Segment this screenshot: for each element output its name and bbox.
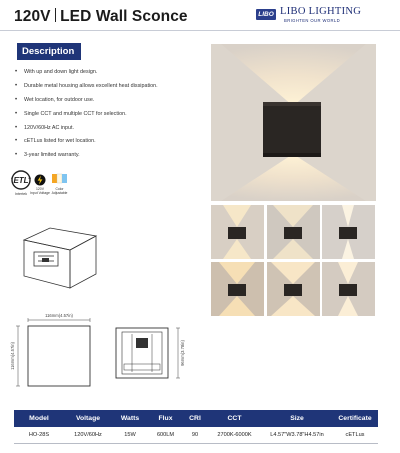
column-header-flux: Flux xyxy=(148,410,183,427)
variant-photo-6 xyxy=(322,262,375,316)
cell-model: HO-28S xyxy=(14,427,64,444)
column-header-watts: Watts xyxy=(112,410,148,427)
description-heading: Description xyxy=(17,43,81,60)
cell-voltage: 120V/60Hz xyxy=(64,427,112,444)
cell-flux: 600LM xyxy=(148,427,183,444)
etl-caption: Intertek xyxy=(15,192,27,196)
color-adjustable-icon xyxy=(52,174,68,195)
isometric-drawing xyxy=(20,226,100,292)
brand-logo-mark: LIBO xyxy=(256,9,276,20)
cct-caption-1: Color xyxy=(55,187,64,191)
variant-photo-2 xyxy=(267,205,320,259)
height-dimension-label: 116mm(4.57in) xyxy=(10,342,15,370)
brand-logo-name: LIBO LIGHTING xyxy=(280,6,362,17)
spec-table xyxy=(14,410,378,444)
cell-cct: 2700K-6000K xyxy=(207,427,262,444)
feature-item: • Wet location, for outdoor use. xyxy=(15,97,158,111)
depth-dimension-label: 96mm(3.78in) xyxy=(180,340,185,366)
feature-item: • 3-year limited warranty. xyxy=(15,152,158,166)
etl-listed-icon xyxy=(11,171,32,196)
cct-caption-2: Adjustable xyxy=(51,191,68,195)
voltage-caption-1: 120V xyxy=(36,187,44,191)
variant-photo-3 xyxy=(322,205,375,259)
cell-watts: 15W xyxy=(112,427,148,444)
feature-list xyxy=(15,69,158,166)
table-row xyxy=(14,427,378,444)
svg-text:us: us xyxy=(28,176,32,180)
title-prefix: 120V xyxy=(14,8,51,25)
brand-logo-tagline: BRIGHTEN OUR WORLD xyxy=(284,18,341,23)
column-header-voltage: Voltage xyxy=(64,410,112,427)
column-header-cri: CRI xyxy=(183,410,207,427)
column-header-model: Model xyxy=(14,410,64,427)
cell-certificate: cETLus xyxy=(332,427,378,444)
cell-cri: 90 xyxy=(183,427,207,444)
cell-size: L4.57"W3.78"H4.57in xyxy=(262,427,332,444)
variant-photo-5 xyxy=(267,262,320,316)
voltage-icon xyxy=(30,175,50,196)
side-dimension-drawing xyxy=(108,322,188,384)
hero-product-photo xyxy=(211,44,376,201)
feature-item: • Durable metal housing allows excellent heat dissipation. xyxy=(15,83,158,97)
column-header-cct: CCT xyxy=(207,410,262,427)
spec-table-header-row xyxy=(14,410,378,427)
certification-icons xyxy=(10,169,70,204)
feature-item: • cETLus listed for wet location. xyxy=(15,138,158,152)
feature-item: • With up and down light design. xyxy=(15,69,158,83)
feature-item: • Single CCT and multiple CCT for selection. xyxy=(15,111,158,125)
front-dimension-drawing xyxy=(8,312,102,390)
etl-mark: ETL xyxy=(13,176,29,185)
svg-text:c: c xyxy=(11,176,13,180)
sconce-fixture xyxy=(263,102,321,157)
column-header-certificate: Certificate xyxy=(332,410,378,427)
feature-item: • 120V/60Hz AC input. xyxy=(15,125,158,139)
width-dimension-label: 116mm(4.57in) xyxy=(45,313,73,318)
header-divider xyxy=(0,30,400,31)
page-title xyxy=(14,8,188,26)
variant-photo-1 xyxy=(211,205,264,259)
title-divider xyxy=(55,8,57,22)
column-header-size: Size xyxy=(262,410,332,427)
voltage-caption-2: Input Voltage xyxy=(30,191,50,195)
variant-photo-4 xyxy=(211,262,264,316)
title-main: LED Wall Sconce xyxy=(60,8,188,25)
